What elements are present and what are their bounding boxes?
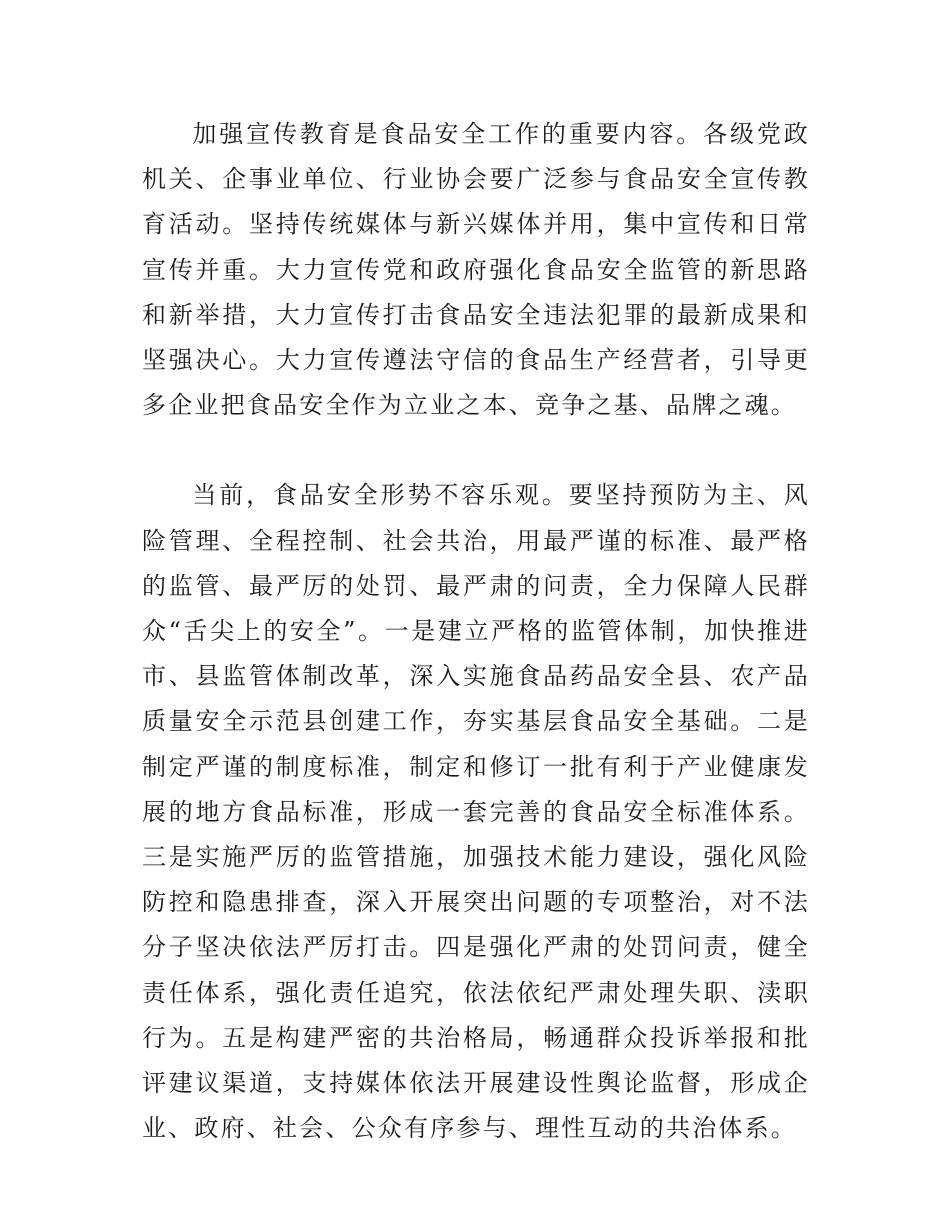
document-body [142, 112, 810, 1151]
paragraph-food-safety-situation: 当前，食品安全形势不容乐观。要坚持预防为主、风险管理、全程控制、社会共治，用最严谨的标准、最严格的监管、最严厉的处罚、最严肃的问责，全力保障人民群众“舌尖上的安全”。一是建立严格的监管体制，加快推进市、县监管体制改革，深入实施食品药品安全县、农产品质量安全示范县创建工作，夯实基层食品安全基础。二是制定严谨的制度标准，制定和修订一批有利于产业健康发展的地方食品标准，形成一套完善的食品安全标准体系。三是实施严厉的监管措施，加强技术能力建设，强化风险防控和隐患排查，深入开展突出问题的专项整治，对不法分子坚决依法严厉打击。四是强化严肃的处罚问责，健全责任体系，强化责任追究，依法依纪严肃处理失职、渎职行为。五是构建严密的共治格局，畅通群众投诉举报和批评建议渠道，支持媒体依法开展建设性舆论监督，形成企业、政府、社会、公众有序参与、理性互动的共治体系。 [142, 481, 810, 1143]
paragraph-publicity-education: 加强宣传教育是食品安全工作的重要内容。各级党政机关、企事业单位、行业协会要广泛参与食品安全宣传教育活动。坚持传统媒体与新兴媒体并用，集中宣传和日常宣传并重。大力宣传党和政府强化食品安全监管的新思路和新举措，大力宣传打击食品安全违法犯罪的最新成果和坚强决心。大力宣传遵法守信的食品生产经营者，引导更多企业把食品安全作为立业之本、竞争之基、品牌之魂。 [142, 120, 810, 420]
